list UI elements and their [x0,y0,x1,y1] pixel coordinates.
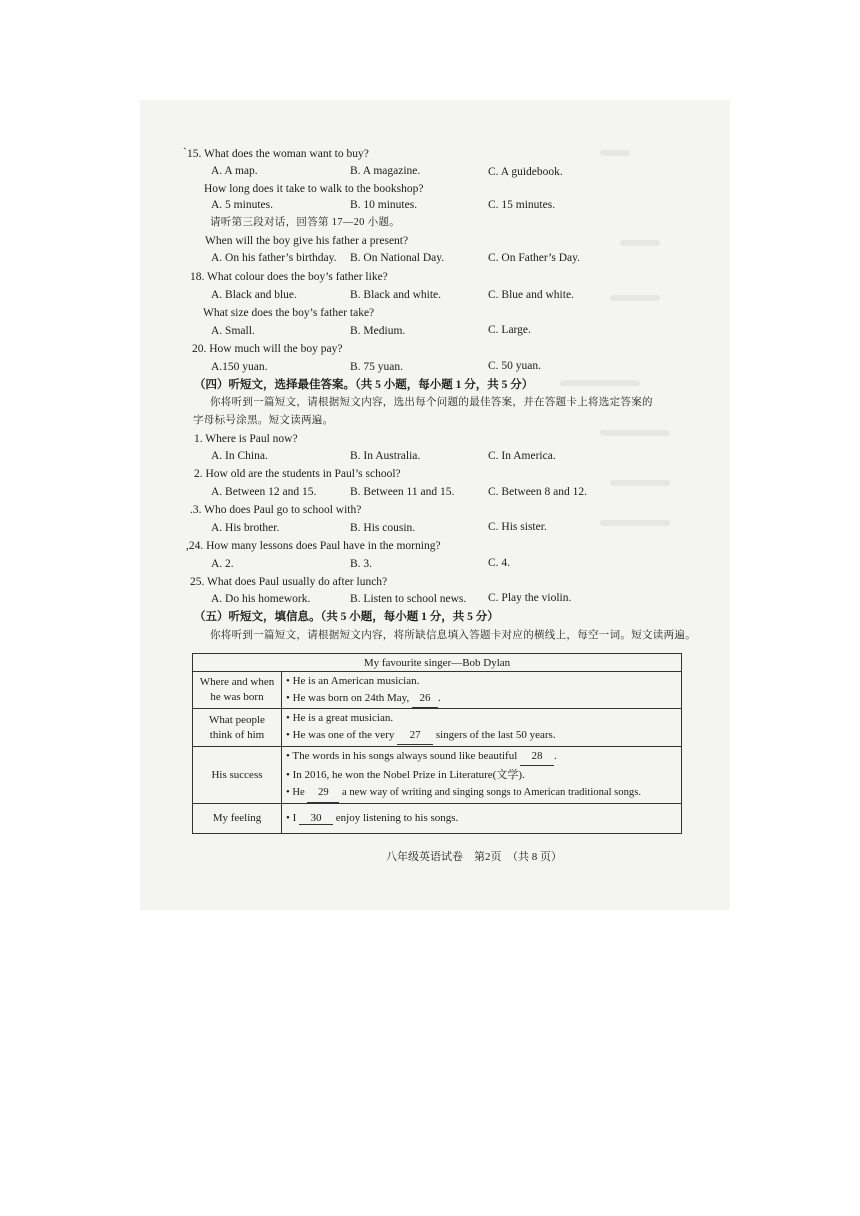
blank-27[interactable]: 27 [397,727,433,745]
row-born-content [282,672,682,709]
info-table [192,653,682,834]
row-opinion-content [282,709,682,747]
row-success-line3-text: • He [286,787,305,798]
q21-stem: 1. Where is Paul now? [194,433,298,445]
q24-option-a: A. 2. [211,558,234,570]
row-feeling-end: enjoy listening to his songs. [335,812,459,824]
row-success-line1 [286,747,677,766]
row-feeling-label: My feeling [193,804,282,834]
section-4-instruction-line1: 你将听到一篇短文，请根据短文内容，选出每个问题的最佳答案，并在答题卡上将选定答案的 [210,397,653,408]
page-footer: 八年级英语试卷 第2页 （共 8 页） [386,851,562,863]
q18-stem: 18. What colour does the boy’s father like? [190,271,388,283]
blank-29[interactable]: 29 [307,784,339,803]
q20-option-c: C. 50 yuan. [488,360,542,372]
q15-stem: 15. What does the woman want to buy? [187,148,369,160]
q15-option-c: C. A guidebook. [488,166,563,178]
q16-option-c: C. 15 minutes. [488,199,556,211]
q24-option-b: B. 3. [350,558,373,570]
row-feeling-content [282,804,682,834]
q18-option-c: C. Blue and white. [488,289,574,301]
row-born-line1: • He is an American musician. [286,674,420,687]
row-opinion-label [193,709,282,747]
q15-option-b: B. A magazine. [350,165,421,177]
row-born-label-line1: Where and when [199,676,275,688]
row-success-content [282,747,682,804]
row-feeling-text: • I [286,812,297,824]
q19-stem: What size does the boy’s father take? [203,307,375,319]
q17-option-c: C. On Father’s Day. [488,252,580,264]
section-4-instruction-line2: 字母标号涂黑。短文读两遍。 [193,415,334,426]
q23-stem: .3. Who does Paul go to school with? [190,504,362,516]
blank-26[interactable]: 26 [412,690,438,708]
q25-option-c: C. Play the violin. [488,592,572,604]
q20-option-a: A.150 yuan. [211,361,268,373]
row-success-line3 [286,784,677,803]
q18-option-b: B. Black and white. [350,289,442,301]
q22-stem: 2. How old are the students in Paul’s school? [194,468,401,480]
row-opinion-line2 [286,727,677,745]
section-5-instruction: 你将听到一篇短文，请根据短文内容，将所缺信息填入答题卡对应的横线上，每空一词。短文读两遍。 [210,630,696,641]
table-title: My favourite singer—Bob Dylan [193,654,682,672]
q17-option-b: B. On National Day. [350,252,445,264]
q24-stem: ,24. How many lessons does Paul have in the morning? [186,540,441,552]
q16-option-a: A. 5 minutes. [211,199,273,211]
q17-stem: When will the boy give his father a present? [205,235,409,247]
row-success-line1-text: • The words in his songs always sound like beautiful [286,750,518,762]
row-born-line2-text: • He was born on 24th May, [286,691,410,704]
q16-option-b: B. 10 minutes. [350,199,418,211]
q19-option-b: B. Medium. [350,325,406,337]
row-success-line1-end: . [554,750,557,762]
blank-30[interactable]: 30 [299,812,333,825]
section-5-title: （五）听短文，填信息。（共 5 小题，每小题 1 分，共 5 分） [194,611,499,623]
q15-option-a: A. A map. [211,165,258,177]
q20-stem: 20. How much will the boy pay? [192,343,343,355]
q16-stem: How long does it take to walk to the bookshop? [204,183,424,195]
q17-option-a: A. On his father’s birthday. [211,252,337,264]
row-born-line2 [286,690,677,708]
scan-mark: ` [183,147,187,159]
q23-option-b: B. His cousin. [350,522,416,534]
q25-option-b: B. Listen to school news. [350,593,467,605]
row-born-line2-end: . [437,691,441,704]
q20-option-b: B. 75 yuan. [350,361,404,373]
row-born-label [193,672,282,709]
row-opinion-label-line2: think of him [209,728,265,741]
row-success-line3-end: a new way of writing and singing songs to American traditional songs. [342,787,641,798]
blank-28[interactable]: 28 [520,747,554,766]
row-opinion-line2-end: singers of the last 50 years. [435,729,556,741]
q25-option-a: A. Do his homework. [211,593,311,605]
q22-option-b: B. Between 11 and 15. [350,486,455,498]
q18-option-a: A. Black and blue. [211,289,297,301]
q22-option-a: A. Between 12 and 15. [211,486,317,498]
q21-option-a: A. In China. [211,450,268,462]
third-dialogue-instruction: 请听第三段对话，回答第 17—20 小题。 [210,217,401,228]
q21-option-b: B. In Australia. [350,450,421,462]
row-born-label-line2: he was born [210,691,264,703]
row-success-label: His success [193,747,282,804]
q21-option-c: C. In America. [488,450,556,462]
q23-option-a: A. His brother. [211,522,280,534]
q19-option-c: C. Large. [488,324,531,336]
q24-option-c: C. 4. [488,557,511,569]
q25-stem: 25. What does Paul usually do after lunch? [190,576,388,588]
row-opinion-line2-text: • He was one of the very [286,729,395,741]
row-success-line2: • In 2016, he won the Nobel Prize in Literature(文学). [286,769,525,781]
row-opinion-label-line1: What people [209,713,265,726]
row-opinion-line1: • He is a great musician. [286,712,394,724]
q19-option-a: A. Small. [211,325,255,337]
section-4-title: （四）听短文，选择最佳答案。（共 5 小题，每小题 1 分，共 5 分） [194,379,534,391]
q23-option-c: C. His sister. [488,521,547,533]
q22-option-c: C. Between 8 and 12. [488,486,588,498]
